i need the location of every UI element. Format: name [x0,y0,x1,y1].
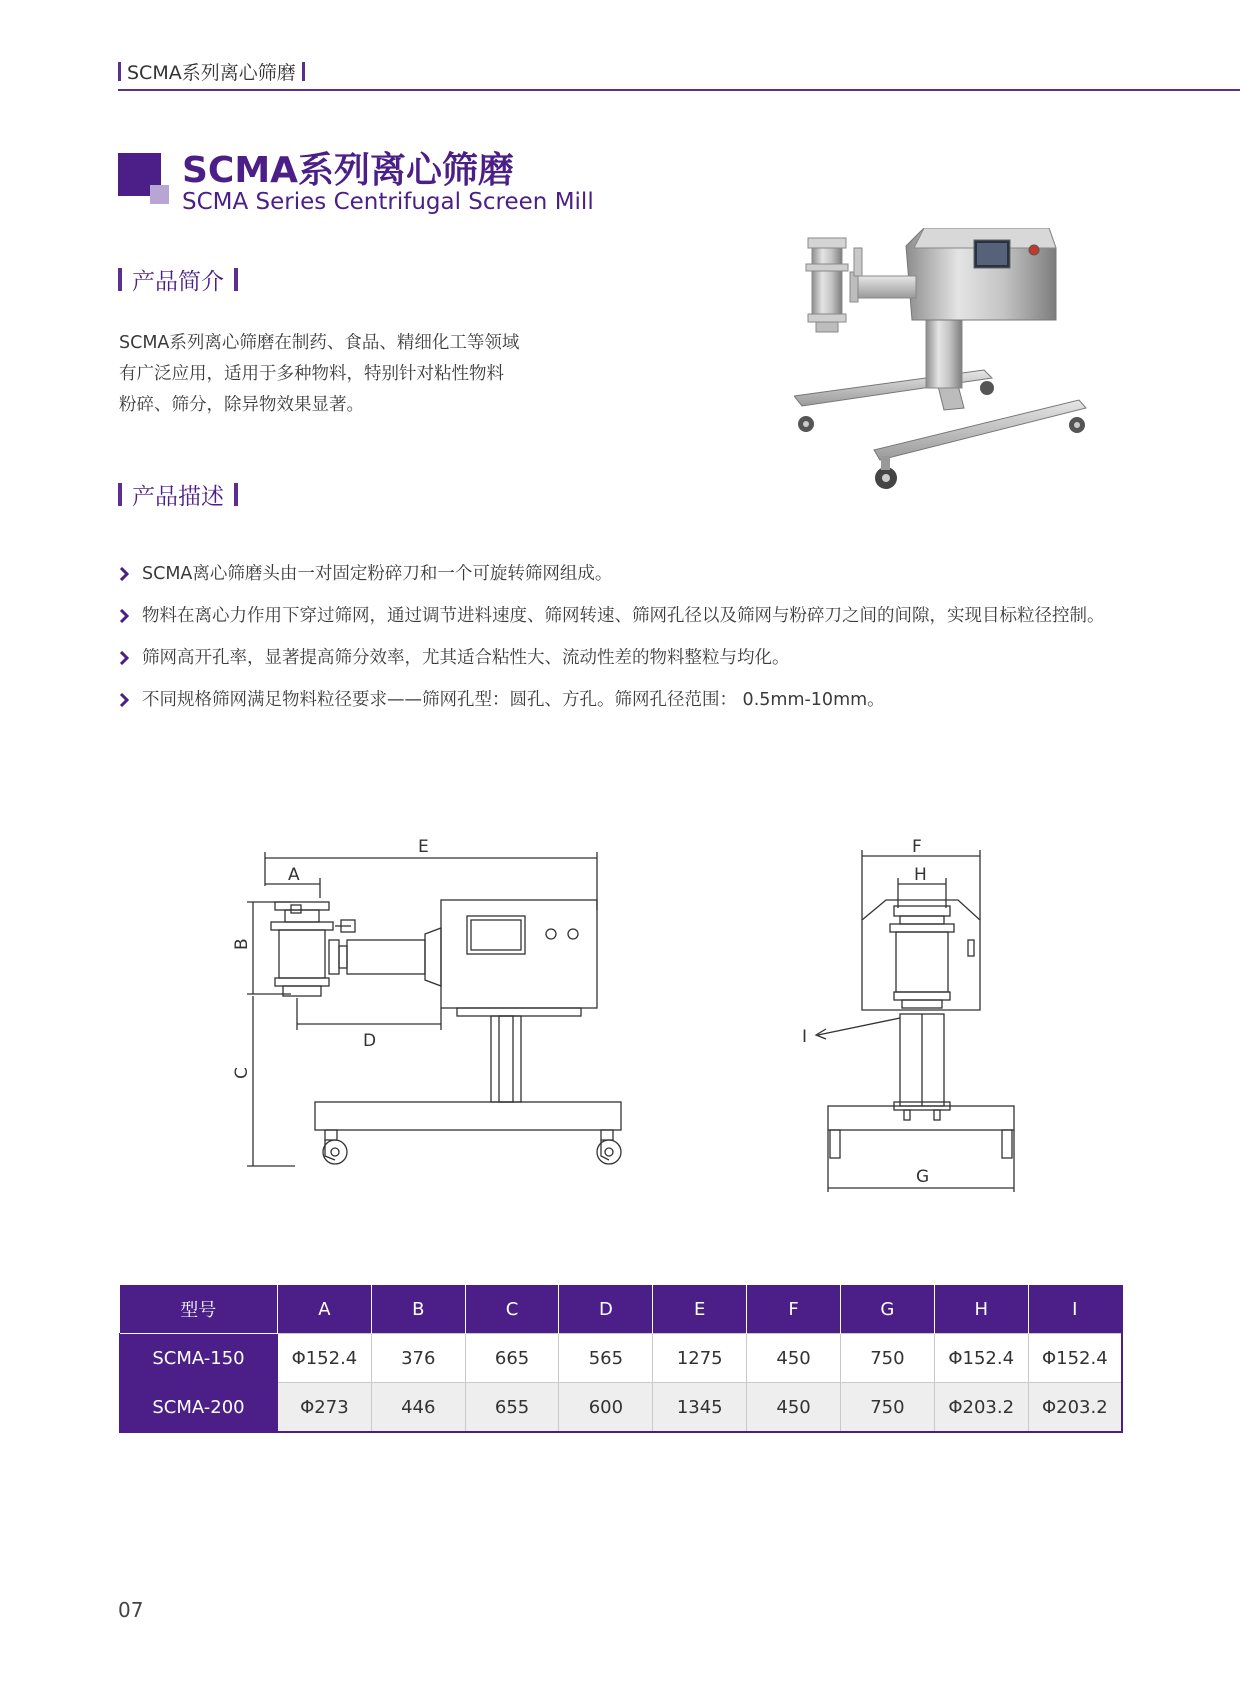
table-cell: 376 [371,1334,465,1383]
table-cell: 665 [465,1334,559,1383]
table-header-cell: E [653,1285,747,1334]
page-title: SCMA系列离心筛磨 [182,150,515,191]
dim-label-h: H [914,865,927,885]
table-header-cell: 型号 [120,1285,278,1334]
table-cell: Φ152.4 [1028,1334,1122,1383]
table-cell: 750 [840,1383,934,1433]
description-heading-bar-right [234,483,238,506]
chevron-right-icon [119,567,129,581]
intro-heading [118,263,238,296]
table-header-cell: A [278,1285,372,1334]
list-item [117,643,1127,674]
table-cell: 450 [747,1334,841,1383]
title-square-light [150,185,169,204]
list-item [117,685,1127,716]
dim-label-g: G [916,1167,930,1187]
table-cell: Φ152.4 [934,1334,1028,1383]
list-item-text: 筛网高开孔率，显著提高筛分效率，尤其适合粘性大、流动性差的物料整粒与均化。 [142,648,790,668]
list-item [117,559,1127,590]
table-header-cell: D [559,1285,653,1334]
model-cell: SCMA-200 [120,1383,278,1433]
description-heading [118,478,238,511]
table-cell: 655 [465,1383,559,1433]
dim-label-d: D [363,1031,377,1051]
table-cell: 1345 [653,1383,747,1433]
page-subtitle: SCMA Series Centrifugal Screen Mill [182,189,594,215]
table-cell: 1275 [653,1334,747,1383]
chevron-right-icon [119,651,129,665]
dim-label-c: C [232,1067,252,1079]
list-item-text: 不同规格筛网满足物料粒径要求——筛网孔型：圆孔、方孔。筛网孔径范围： 0.5mm-10mm。 [142,690,885,710]
table-cell: 565 [559,1334,653,1383]
title-decoration [118,153,178,205]
side-view-drawing [225,830,645,1190]
table-header-row [120,1285,1123,1334]
table-header-cell: C [465,1285,559,1334]
table-cell: Φ203.2 [934,1383,1028,1433]
description-heading-bar-left [118,483,122,506]
intro-line: SCMA系列离心筛磨在制药、食品、精细化工等领域 [119,333,520,353]
description-heading-text: 产品描述 [132,484,224,510]
description-list [117,559,1127,727]
list-item-text: 物料在离心力作用下穿过筛网，通过调节进料速度、筛网转速、筛网孔径以及筛网与粉碎刀之间的间隙，实现目标粒径控制。 [142,606,1105,626]
intro-line: 有广泛应用，适用于多种物料，特别针对粘性物料 [119,364,504,384]
table-row [120,1383,1123,1433]
dim-label-e: E [418,837,429,857]
table-cell: Φ203.2 [1028,1383,1122,1433]
chevron-right-icon [119,609,129,623]
table-cell: Φ273 [278,1383,372,1433]
running-header [118,60,305,82]
header-right-bar [302,62,305,81]
table-header-cell: H [934,1285,1028,1334]
chevron-right-icon [119,693,129,707]
header-divider [118,89,1240,91]
dim-label-i: I [802,1027,808,1047]
dim-label-f: F [912,837,922,857]
intro-heading-bar-left [118,268,122,291]
front-view-drawing [790,830,1030,1200]
running-header-text: SCMA系列离心筛磨 [127,61,296,84]
table-row [120,1334,1123,1383]
table-header-cell: I [1028,1285,1122,1334]
table-cell: 600 [559,1383,653,1433]
intro-paragraph [119,328,579,421]
intro-heading-bar-right [234,268,238,291]
table-header-cell: F [747,1285,841,1334]
intro-heading-text: 产品简介 [132,269,224,295]
table-cell: 450 [747,1383,841,1433]
table-header-cell: G [840,1285,934,1334]
table-cell: 750 [840,1334,934,1383]
table-header-cell: B [371,1285,465,1334]
table-cell: Φ152.4 [278,1334,372,1383]
header-left-bar [118,62,121,81]
list-item-text: SCMA离心筛磨头由一对固定粉碎刀和一个可旋转筛网组成。 [142,564,613,584]
list-item [117,601,1127,632]
model-cell: SCMA-150 [120,1334,278,1383]
table-cell: 446 [371,1383,465,1433]
spec-table [119,1285,1123,1433]
intro-line: 粉碎、筛分，除异物效果显著。 [119,395,364,415]
dim-label-a: A [288,865,300,885]
page-number: 07 [118,1598,144,1622]
dim-label-b: B [232,938,252,950]
product-photo [794,228,1114,524]
